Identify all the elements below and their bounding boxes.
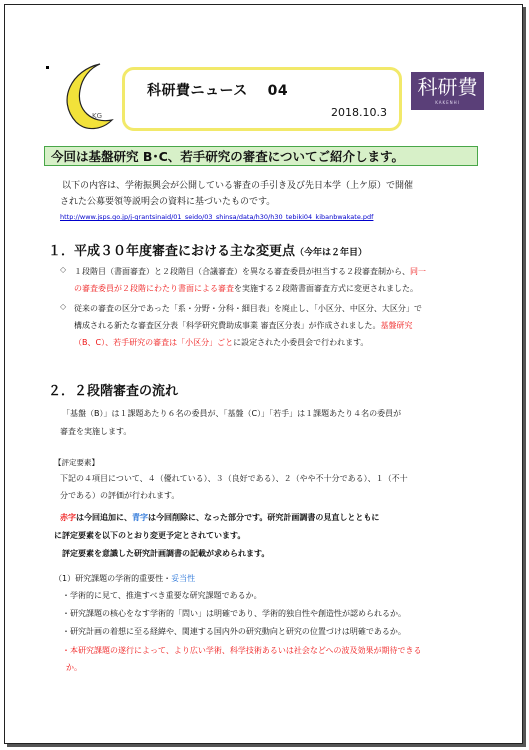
intro-line-2: された公募要領等説明会の資料に基づいたものです。: [60, 197, 276, 207]
item-bullet-2: ・研究課題の核心をなす学術的「問い」は明確であり、学術的独自性や創造性が認められるか。: [62, 609, 406, 618]
newsletter-title: 科研費ニュース 04: [147, 83, 289, 99]
item-bullet-4-line1: ・本研究課題の遂行によって、より広い学術、科学技術あるいは社会などへの波及効果が期待できる: [62, 646, 422, 655]
s2-p4: 評定要素を意識した研究計画調書の記載が求められます。: [62, 549, 270, 558]
logo-subtext: KAKENHI: [435, 100, 460, 105]
diamond-bullet-icon: ◇: [60, 302, 67, 311]
s2-p2-line2: 分である）の評価が行われます。: [60, 491, 180, 500]
crescent-moon-icon: [42, 60, 116, 134]
kakenhi-logo: [411, 72, 484, 110]
item-bullet-4-line2: か。: [66, 663, 82, 672]
s1-bullet1-line2: の審査委員が２段階にわたり書面による審査を実施する２段階書面審査方式に変更されました。: [74, 284, 418, 293]
s2-p3-line1: 赤字は今回追加に、青字は今回削除に、なった部分です。研究計画調書の見直しとともに: [60, 513, 380, 522]
section1-heading-text: １．平成３０年度審査における主な変更点: [48, 244, 296, 259]
issue-date: 2018.10.3: [331, 106, 387, 119]
item1-heading: （1）研究課題の学術的重要性・妥当性: [54, 574, 196, 583]
section1-heading-sub: （今年は２年目）: [295, 248, 368, 258]
s2-p1-line1: 「基盤（B）」は１課題あたり６名の委員が、「基盤（C）」「若手」は１課題あたり４名の委員が: [62, 409, 402, 418]
item-bullet-3: ・研究計画の着想に至る経緯や、関連する国内外の研究動向と研究の位置づけは明確であるか。: [62, 627, 406, 636]
section1-heading: [48, 240, 367, 259]
section2-heading: ２．２段階審査の流れ: [48, 384, 179, 399]
evaluation-label: 【評定要素】: [54, 458, 99, 467]
item-bullet-1: ・学術的に見て、推進すべき重要な研究課題であるか。: [62, 591, 262, 600]
headline-banner: 今回は基盤研究 B･C、若手研究の審査についてご紹介します。: [44, 146, 478, 166]
s1-bullet2-line1: 従来の審査の区分であった「系・分野・分科・細目表」を廃止し、「小区分、中区分、大区分」で: [74, 304, 422, 313]
s1-bullet2-line3: （B、C）、若手研究の審査は「小区分」ごとに設定された小委員会で行われます。: [74, 338, 369, 347]
s2-p3-line2: に評定要素を以下のとおり変更予定とされています。: [54, 531, 246, 540]
guide-link[interactable]: http://www.jsps.go.jp/j-grantsinaid/01_seido/03_shinsa/data/h30/h30_tebiki04_kibanbwakate.pdf: [60, 213, 374, 221]
diamond-bullet-icon: ◇: [60, 265, 67, 274]
s2-p1-line2: 審査を実施します。: [60, 427, 132, 436]
moon-label: KG: [92, 112, 103, 120]
title-box: [122, 67, 402, 131]
s2-p2-line1: 下記の４項目について、４（優れている）、３（良好である）、２（やや不十分である）、１（不十: [60, 474, 408, 483]
s1-bullet1-line1: １段階目（書面審査）と２段階目（合議審査）を異なる審査委員が担当する２段審査制から、同一: [74, 267, 426, 276]
s1-bullet2-line2: 構成される新たな審査区分表「科学研究費助成事業 審査区分表」が作成されました。基盤研究: [74, 321, 413, 330]
logo-text: 科研費: [417, 75, 478, 99]
intro-line-1: 以下の内容は、学術振興会が公開している審査の手引き及び先日本学（上ケ原）で開催: [62, 181, 414, 191]
